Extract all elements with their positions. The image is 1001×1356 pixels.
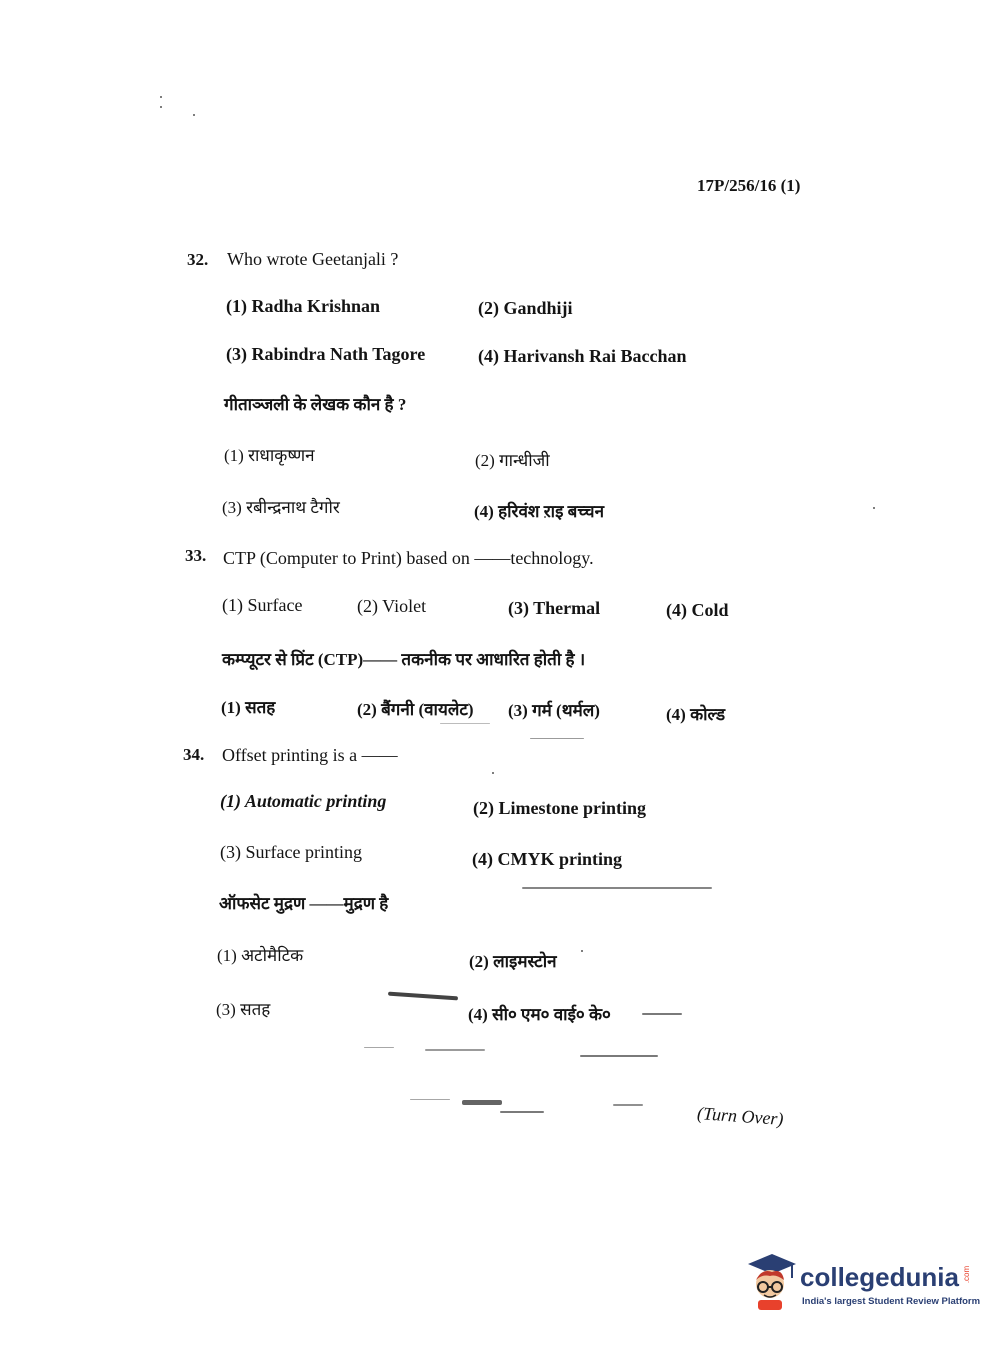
option-hi-3: (3) सतह bbox=[216, 1000, 271, 1019]
turn-over-note: (Turn Over) bbox=[696, 1103, 785, 1129]
mascot-icon bbox=[742, 1250, 798, 1312]
question-number: 34. bbox=[183, 745, 205, 764]
option-en-4: (4) Cold bbox=[666, 600, 729, 620]
question-text-hi: कम्प्यूटर से प्रिंट (CTP)—— तकनीक पर आधारित होती है । bbox=[222, 650, 586, 669]
option-en-4: (4) Harivansh Rai Bacchan bbox=[478, 346, 687, 366]
question-number: 33. bbox=[185, 546, 207, 565]
question-text-hi: ऑफसेट मुद्रण ——मुद्रण है bbox=[219, 894, 389, 913]
option-en-2: (2) Violet bbox=[357, 596, 427, 616]
option-hi-2: (2) लाइमस्टोन bbox=[469, 952, 557, 971]
option-hi-1: (1) राधाकृष्णन bbox=[224, 446, 315, 465]
option-en-3: (3) Rabindra Nath Tagore bbox=[226, 344, 426, 364]
question-text-en: Who wrote Geetanjali ? bbox=[227, 249, 399, 269]
option-en-3: (3) Thermal bbox=[508, 598, 601, 618]
option-hi-4: (4) सी० एम० वाई० के० bbox=[468, 1005, 611, 1024]
option-hi-2: (2) बैंगनी (वायलेट) bbox=[357, 700, 474, 719]
option-hi-3: (3) रबीन्द्रनाथ टैगोर bbox=[222, 498, 340, 517]
option-en-1: (1) Radha Krishnan bbox=[226, 296, 381, 316]
option-hi-1: (1) सतह bbox=[221, 698, 276, 717]
brand-suffix: .com bbox=[962, 1265, 972, 1284]
brand-tagline: India's largest Student Review Platform bbox=[802, 1296, 981, 1307]
brand-name: collegedunia bbox=[800, 1262, 959, 1292]
question-number: 32. bbox=[187, 250, 209, 269]
option-en-4: (4) CMYK printing bbox=[472, 849, 622, 869]
option-hi-2: (2) गान्धीजी bbox=[475, 451, 550, 470]
option-en-2: (2) Limestone printing bbox=[473, 798, 646, 818]
option-en-2: (2) Gandhiji bbox=[478, 298, 573, 318]
option-en-1: (1) Surface bbox=[222, 595, 303, 615]
option-en-3: (3) Surface printing bbox=[220, 842, 362, 862]
paper-code: 17P/256/16 (1) bbox=[697, 176, 801, 195]
option-hi-4: (4) कोल्ड bbox=[666, 705, 726, 724]
question-text-en: CTP (Computer to Print) based on ——technology. bbox=[223, 548, 594, 568]
question-text-hi: गीताञ्जली के लेखक कौन है ? bbox=[224, 395, 407, 414]
collegedunia-watermark bbox=[742, 1250, 981, 1320]
question-text-en: Offset printing is a —— bbox=[222, 745, 398, 765]
option-hi-1: (1) अटोमैटिक bbox=[217, 946, 304, 965]
option-en-1: (1) Automatic printing bbox=[220, 791, 387, 811]
option-hi-3: (3) गर्म (थर्मल) bbox=[508, 701, 600, 720]
option-hi-4: (4) हरिवंश राइ बच्चन bbox=[474, 502, 605, 521]
